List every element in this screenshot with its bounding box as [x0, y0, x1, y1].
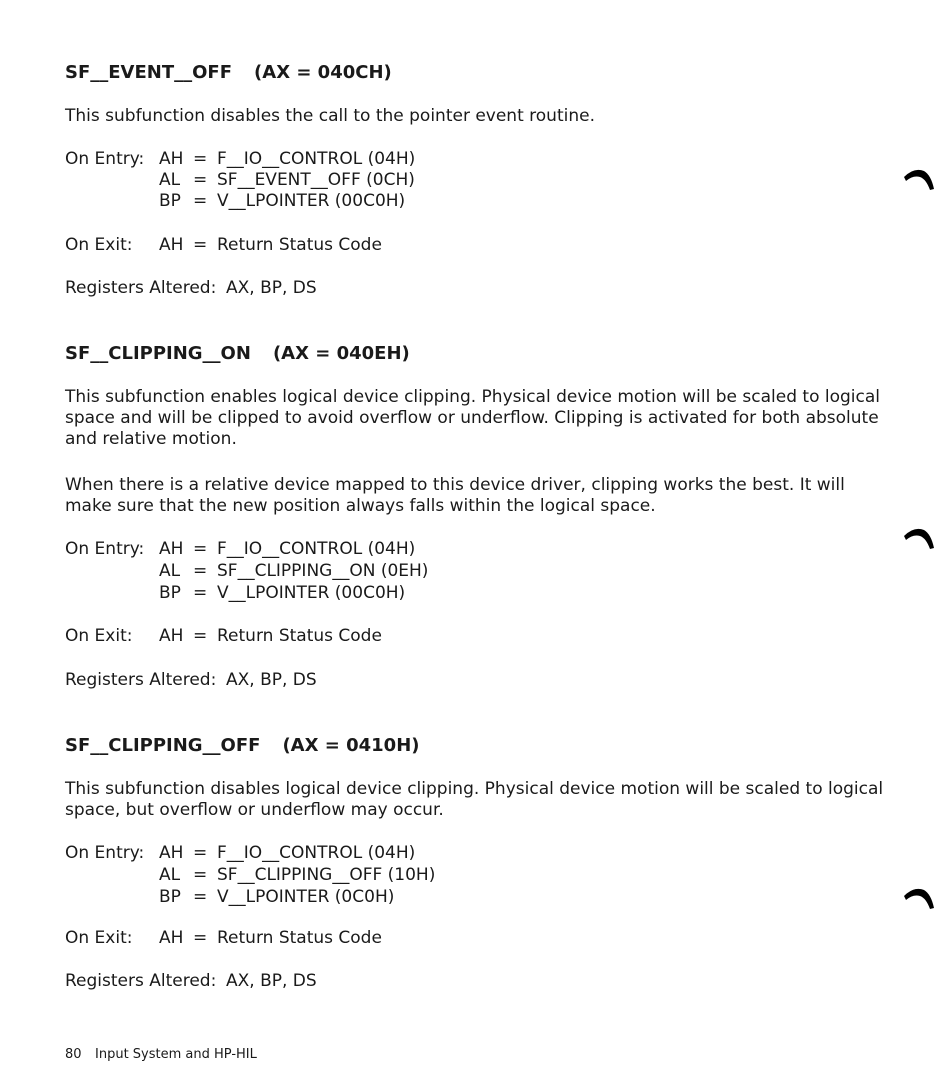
- entry-value: SF__CLIPPING__ON (0EH): [217, 561, 429, 581]
- margin-mark-icon: [900, 165, 940, 193]
- heading-code: (AX = 040CH): [254, 62, 392, 83]
- on-exit-label: On Exit:: [65, 235, 133, 255]
- paragraph: This subfunction disables the call to the pointer event routine.: [65, 106, 595, 126]
- entry-register: AL: [159, 561, 181, 581]
- on-exit-label: On Exit:: [65, 928, 133, 948]
- on-entry-label: On Entry:: [65, 149, 145, 169]
- entry-equals: =: [193, 583, 208, 603]
- exit-equals: =: [193, 928, 208, 948]
- entry-equals: =: [193, 887, 208, 907]
- entry-equals: =: [193, 561, 208, 581]
- entry-equals: =: [193, 149, 208, 169]
- entry-value: F__IO__CONTROL (04H): [217, 149, 416, 169]
- entry-value: V__LPOINTER (00C0H): [217, 583, 406, 603]
- registers-altered-label: Registers Altered:: [65, 278, 217, 298]
- paragraph: When there is a relative device mapped to this device driver, clipping works the best. It will make sure that the new position always falls within the logical space.: [65, 475, 845, 516]
- exit-value: Return Status Code: [217, 626, 382, 646]
- exit-register: AH: [159, 235, 184, 255]
- entry-equals: =: [193, 843, 208, 863]
- heading-name: SF__EVENT__OFF: [65, 62, 233, 83]
- exit-equals: =: [193, 626, 208, 646]
- footer-title: Input System and HP-HIL: [95, 1047, 257, 1062]
- entry-register: AL: [159, 170, 181, 190]
- entry-register: AH: [159, 149, 184, 169]
- heading-name: SF__CLIPPING__ON: [65, 343, 251, 364]
- on-entry-label: On Entry:: [65, 539, 145, 559]
- entry-value: V__LPOINTER (0C0H): [217, 887, 395, 907]
- on-exit-label: On Exit:: [65, 626, 133, 646]
- heading-name: SF__CLIPPING__OFF: [65, 735, 261, 756]
- page-number: 80: [65, 1047, 82, 1062]
- registers-altered-label: Registers Altered:: [65, 670, 217, 690]
- entry-value: V__LPOINTER (00C0H): [217, 191, 406, 211]
- exit-register: AH: [159, 928, 184, 948]
- entry-equals: =: [193, 865, 208, 885]
- registers-altered-value: AX, BP, DS: [226, 278, 317, 298]
- on-entry-label: On Entry:: [65, 843, 145, 863]
- heading-code: (AX = 0410H): [282, 735, 420, 756]
- exit-equals: =: [193, 235, 208, 255]
- margin-mark-icon: [900, 884, 940, 912]
- entry-equals: =: [193, 191, 208, 211]
- exit-value: Return Status Code: [217, 928, 382, 948]
- entry-register: AH: [159, 843, 184, 863]
- entry-register: AL: [159, 865, 181, 885]
- entry-register: AH: [159, 539, 184, 559]
- section-heading: [65, 735, 420, 756]
- entry-register: BP: [159, 191, 181, 211]
- margin-mark-icon: [900, 524, 940, 552]
- registers-altered-value: AX, BP, DS: [226, 971, 317, 991]
- heading-code: (AX = 040EH): [272, 343, 410, 364]
- registers-altered-label: Registers Altered:: [65, 971, 217, 991]
- entry-equals: =: [193, 539, 208, 559]
- entry-register: BP: [159, 887, 181, 907]
- exit-value: Return Status Code: [217, 235, 382, 255]
- section-heading: [65, 343, 410, 364]
- paragraph: This subfunction enables logical device clipping. Physical device motion will be scaled to logical space and will be clipped to avoid overflow or underflow. Clipping is activated for both absolute and relative motion.: [65, 387, 880, 449]
- entry-equals: =: [193, 170, 208, 190]
- page-footer: [65, 1047, 257, 1062]
- registers-altered-value: AX, BP, DS: [226, 670, 317, 690]
- entry-value: SF__CLIPPING__OFF (10H): [217, 865, 436, 885]
- exit-register: AH: [159, 626, 184, 646]
- entry-value: SF__EVENT__OFF (0CH): [217, 170, 415, 190]
- entry-value: F__IO__CONTROL (04H): [217, 843, 416, 863]
- paragraph: This subfunction disables logical device clipping. Physical device motion will be scaled to logical space, but overflow or underflow may occur.: [65, 779, 884, 820]
- entry-value: F__IO__CONTROL (04H): [217, 539, 416, 559]
- entry-register: BP: [159, 583, 181, 603]
- section-heading: [65, 62, 392, 83]
